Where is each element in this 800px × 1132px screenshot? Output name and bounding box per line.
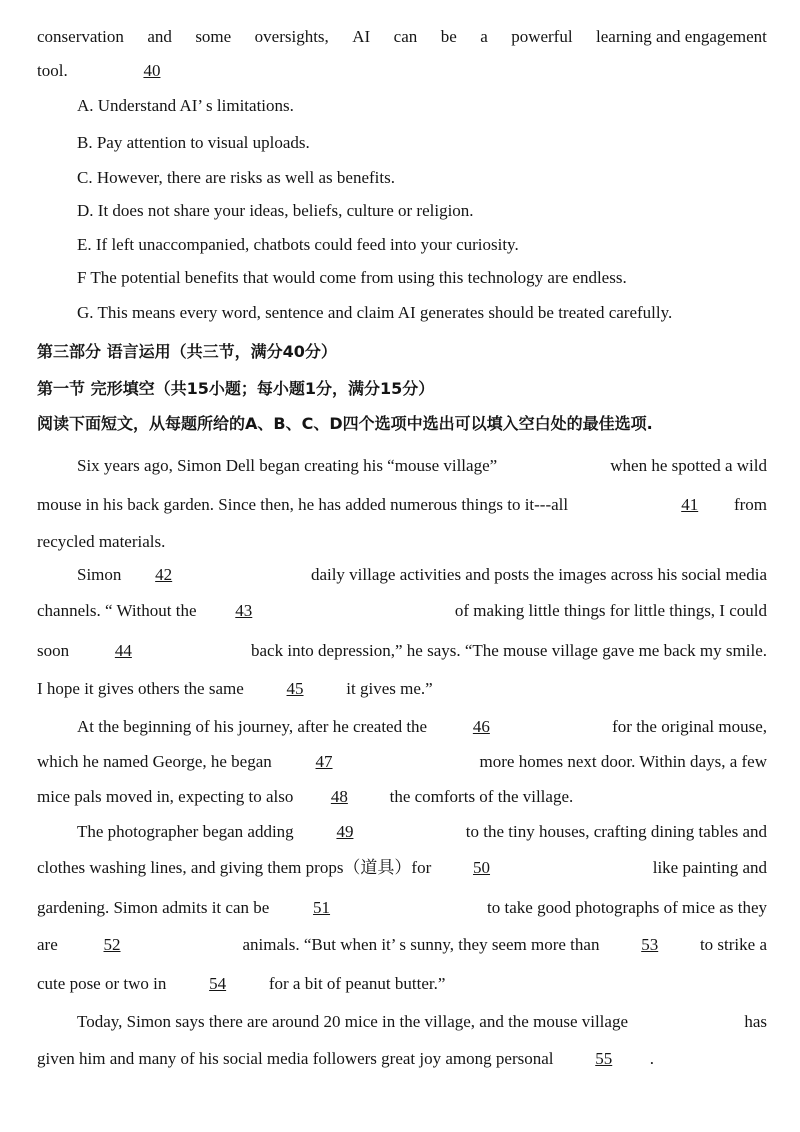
blank-40: 40 [143, 61, 161, 80]
passage-line: mice pals moved in, expecting to also 48 the comforts of the village. [37, 787, 574, 806]
blank-50: 50 [473, 858, 491, 877]
passage-line: channels. “ Without the 43 of making little things for little things, I could [37, 601, 767, 620]
option-b: B. Pay attention to visual uploads. [77, 133, 310, 152]
passage-line: The photographer began adding 49 to the tiny houses, crafting dining tables and [77, 822, 767, 841]
blank-42: 42 [155, 565, 173, 584]
passage-line: Today, Simon says there are around 20 mice in the village, and the mouse village has [77, 1012, 767, 1031]
blank-46: 46 [472, 717, 490, 736]
blank-41: 41 [681, 495, 699, 514]
blank-53: 53 [641, 935, 659, 954]
option-e: E. If left unaccompanied, chatbots could feed into your curiosity. [77, 235, 519, 254]
option-g: G. This means every word, sentence and claim AI generates should be treated carefully. [77, 303, 673, 322]
blank-45: 45 [286, 679, 304, 698]
section-heading: 第一节 完形填空（共15小题；每小题1分，满分15分） [37, 379, 435, 398]
part-heading: 第三部分 语言运用（共三节，满分40分） [37, 342, 337, 361]
blank-55: 55 [595, 1049, 613, 1068]
option-f: F The potential benefits that would come from using this technology are endless. [77, 268, 627, 287]
option-d: D. It does not share your ideas, beliefs, culture or religion. [77, 201, 474, 220]
blank-43: 43 [235, 601, 253, 620]
option-a: A. Understand AI’ s limitations. [77, 96, 294, 115]
blank-47: 47 [315, 752, 333, 771]
blank-51: 51 [313, 898, 331, 917]
blank-52: 52 [103, 935, 121, 954]
passage-line: are 52 animals. “But when it’ s sunny, they seem more than 53 to strike a [37, 935, 767, 954]
passage-line: tool. 40 [37, 60, 232, 82]
blank-54: 54 [209, 974, 227, 993]
blank-48: 48 [330, 787, 348, 806]
passage-line: Simon 42 daily village activities and posts the images across his social media [77, 565, 767, 584]
passage-line: soon 44 back into depression,” he says. “The mouse village gave me back my smile. [37, 641, 767, 660]
blank-44: 44 [114, 641, 132, 660]
passage-line: recycled materials. [37, 532, 166, 551]
passage-line: given him and many of his social media followers great joy among personal 55 . [37, 1049, 654, 1068]
passage-line: At the beginning of his journey, after he created the 46 for the original mouse, [77, 717, 767, 736]
blank-49: 49 [336, 822, 354, 841]
passage-line: Six years ago, Simon Dell began creating his “mouse village” when he spotted a wild [77, 456, 767, 475]
passage-line: conservation and some oversights, AI can be a powerful learning and engagement [37, 27, 767, 46]
passage-line: I hope it gives others the same 45 it gives me.” [37, 679, 433, 698]
instruction-text: 阅读下面短文，从每题所给的A、B、C、D四个选项中选出可以填入空白处的最佳选项. [37, 414, 653, 433]
passage-line: cute pose or two in 54 for a bit of peanut butter.” [37, 974, 446, 993]
passage-line: clothes washing lines, and giving them props（道具）for 50 like painting and [37, 858, 767, 877]
option-c: C. However, there are risks as well as benefits. [77, 168, 395, 187]
passage-line: gardening. Simon admits it can be 51 to take good photographs of mice as they [37, 898, 767, 917]
passage-line: mouse in his back garden. Since then, he has added numerous things to it---all 41 from [37, 495, 767, 514]
passage-line: which he named George, he began 47 more homes next door. Within days, a few [37, 752, 767, 771]
